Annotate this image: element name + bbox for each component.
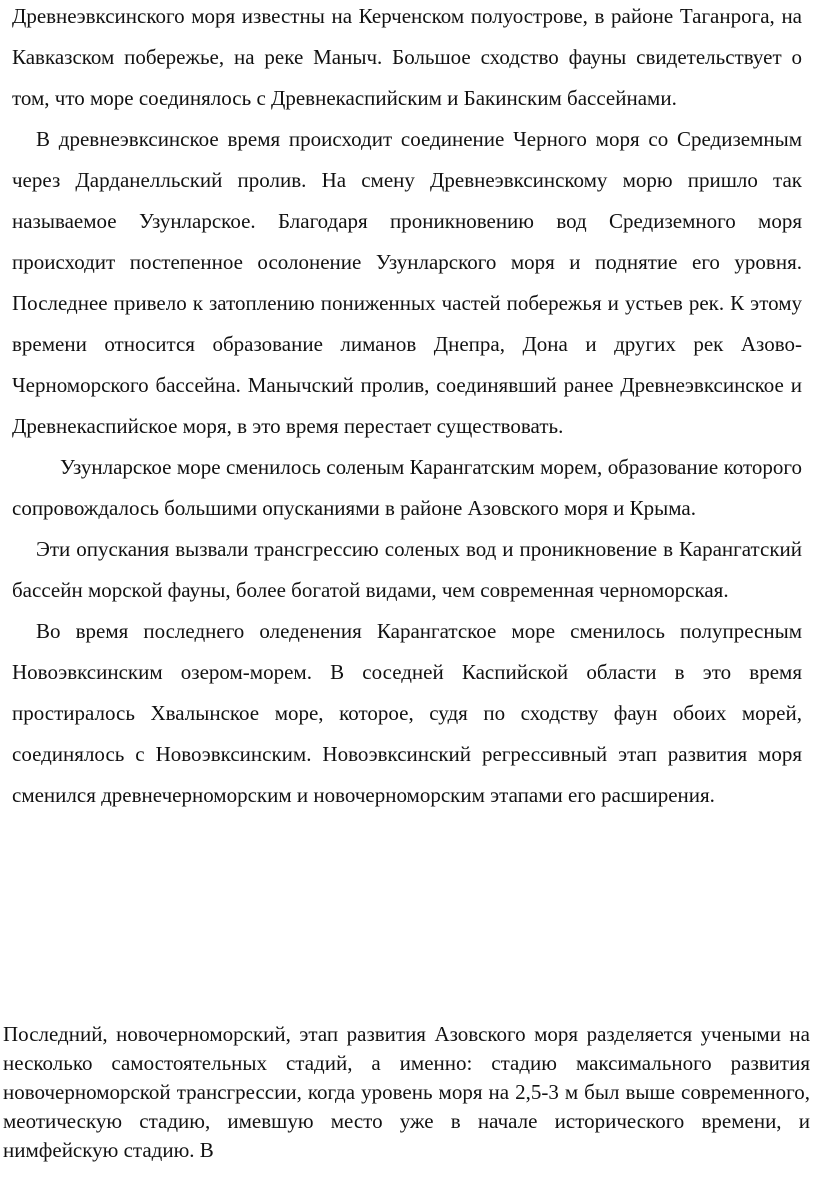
paragraph-2: В древнеэвксинское время происходит соединение Черного моря со Средиземным через Дарданелльский пролив. На смену Древнеэвксинскому морю пришло так называемое Узунларское. Благодаря проникновению вод Средиземного моря происходит постепенное осолонение Узунларского моря и поднятие его уровня. Последнее привело к затоплению пониженных частей побережья и устьев рек. К этому времени относится образование лиманов Днепра, Дона и других рек Азово-Черноморского бассейна. Манычский пролив, соединявший ранее Древнеэвксинское и Древнекаспийское моря, в это время перестает существовать. [12, 127, 802, 438]
main-text-block [12, 0, 802, 816]
last-text-block [3, 1020, 810, 1165]
paragraph-1: Древнеэвксинского моря известны на Керченском полуострове, в районе Таганрога, на Кавказском побережье, на реке Маныч. Большое сходство фауны свидетельствует о том, что море соединялось с Древнекаспийским и Бакинским бассейнами. [12, 4, 802, 110]
paragraph-5: Во время последнего оледенения Карангатское море сменилось полупресным Новоэвксинским озером-морем. В соседней Каспийской области в это время простиралось Хвалынское море, которое, судя по сходству фаун обоих морей, соединялось с Новоэвксинским. Новоэвксинский регрессивный этап развития моря сменился древнечерноморским и новочерноморским этапами его расширения. [12, 619, 802, 807]
paragraph-3: Узунларское море сменилось соленым Карангатским морем, образование которого сопровождалось большими опусканиями в районе Азовского моря и Крыма. [12, 455, 802, 520]
paragraph-6: Последний, новочерноморский, этап развития Азовского моря разделяется учеными на несколько самостоятельных стадий, а именно: стадию максимального развития новочерноморской трансгрессии, когда уровень моря на 2,5-3 м был выше современного, меотическую стадию, имевшую место уже в начале исторического времени, и нимфейскую стадию. В [3, 1022, 810, 1162]
paragraph-4: Эти опускания вызвали трансгрессию соленых вод и проникновение в Карангатский бассейн морской фауны, более богатой видами, чем современная черноморская. [12, 537, 802, 602]
